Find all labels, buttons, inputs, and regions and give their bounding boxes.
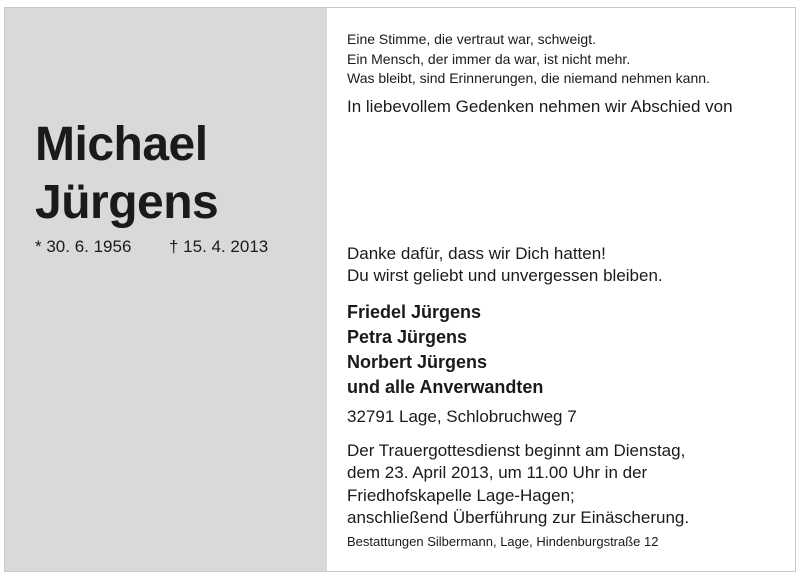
- service-line: dem 23. April 2013, um 11.00 Uhr in der: [347, 463, 648, 483]
- poem: [347, 30, 710, 89]
- service-line: Der Trauergottesdienst beginnt am Dienstag,: [347, 441, 686, 460]
- thanks-line: Danke dafür, dass wir Dich hatten!: [347, 244, 606, 263]
- mourner-name: Petra Jürgens: [347, 327, 468, 347]
- mourners-list: [347, 300, 543, 400]
- thanks-line: Du wirst geliebt und unvergessen bleiben.: [347, 266, 663, 285]
- mourner-name: Norbert Jürgens: [347, 352, 488, 372]
- service-line: anschließend Überführung zur Einäscherung.: [347, 507, 690, 527]
- last-name: Jürgens: [35, 176, 219, 229]
- first-name: Michael: [35, 118, 208, 171]
- farewell-intro: In liebevollem Gedenken nehmen wir Abschied von: [347, 97, 733, 116]
- service-info: [347, 440, 689, 529]
- mourner-name: Friedel Jürgens: [347, 302, 482, 322]
- thanks-text: [347, 243, 663, 287]
- poem-line: Was bleibt, sind Erinnerungen, die niemand nehmen kann.: [347, 70, 710, 86]
- undertaker-info: Bestattungen Silbermann, Lage, Hindenburgstraße 12: [347, 534, 659, 549]
- service-line: Friedhofskapelle Lage-Hagen;: [347, 485, 575, 505]
- birth-date: * 30. 6. 1956: [35, 237, 132, 256]
- poem-line: Eine Stimme, die vertraut war, schweigt.: [347, 31, 596, 47]
- death-date: † 15. 4. 2013: [169, 237, 269, 256]
- family-address: 32791 Lage, Schlobruchweg 7: [347, 407, 577, 426]
- deceased-name: [35, 116, 218, 232]
- name-panel: [5, 8, 327, 571]
- poem-line: Ein Mensch, der immer da war, ist nicht mehr.: [347, 50, 631, 67]
- mourner-name: und alle Anverwandten: [347, 377, 544, 397]
